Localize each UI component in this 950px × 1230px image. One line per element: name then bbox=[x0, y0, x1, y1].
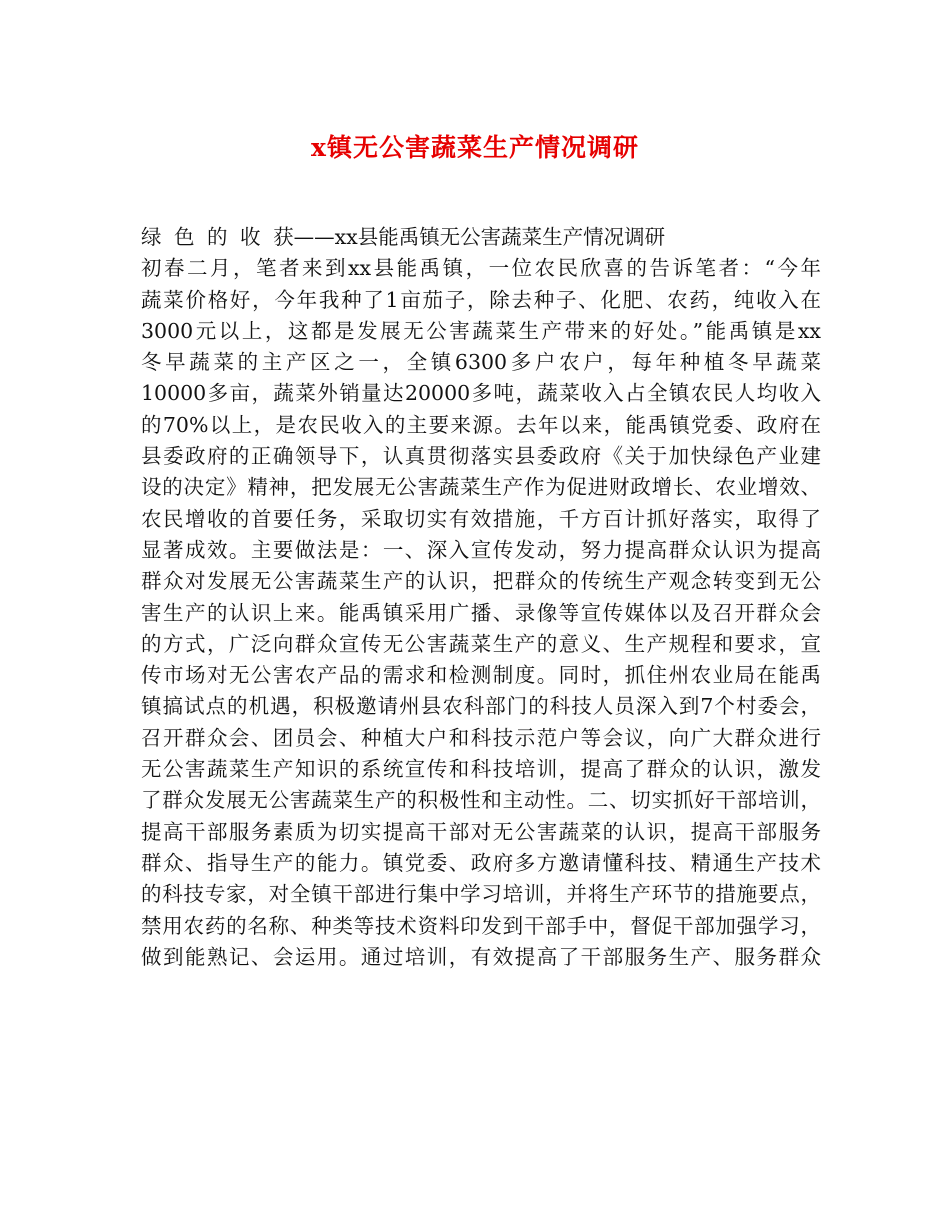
body-line: 蔬菜价格好，今年我种了1亩茄子，除去种子、化肥、农药，纯收入在 bbox=[141, 287, 821, 312]
subtitle-line: 绿 色 的 收 获——xx县能禹镇无公害蔬菜生产情况调研 bbox=[141, 225, 666, 249]
body-line: 害生产的认识上来。能禹镇采用广播、录像等宣传媒体以及召开群众会 bbox=[141, 600, 821, 625]
body-line: 无公害蔬菜生产知识的系统宣传和科技培训，提高了群众的认识，激发 bbox=[141, 757, 821, 782]
body-line: 群众、指导生产的能力。镇党委、政府多方邀请懂科技、精通生产技术 bbox=[141, 850, 821, 875]
body-line: 的方式，广泛向群众宣传无公害蔬菜生产的意义、生产规程和要求，宣 bbox=[141, 631, 821, 656]
body-line: 显著成效。主要做法是：一、深入宣传发动，努力提高群众认识为提高 bbox=[141, 537, 821, 562]
body-line: 的70%以上，是农民收入的主要来源。去年以来，能禹镇党委、政府在 bbox=[141, 412, 821, 437]
body-line: 初春二月，笔者来到xx县能禹镇，一位农民欣喜的告诉笔者：“今年 bbox=[141, 256, 821, 281]
body-line: 10000多亩，蔬菜外销量达20000多吨，蔬菜收入占全镇农民人均收入 bbox=[141, 381, 821, 406]
body-line: 群众对发展无公害蔬菜生产的认识，把群众的传统生产观念转变到无公 bbox=[141, 569, 821, 594]
body-line: 禁用农药的名称、种类等技术资料印发到干部手中，督促干部加强学习， bbox=[141, 913, 821, 938]
body-line: 传市场对无公害农产品的需求和检测制度。同时，抓住州农业局在能禹 bbox=[141, 663, 821, 688]
body-line: 3000元以上，这都是发展无公害蔬菜生产带来的好处。”能禹镇是xx bbox=[141, 318, 821, 343]
body-line: 镇搞试点的机遇，积极邀请州县农科部门的科技人员深入到7个村委会， bbox=[141, 694, 821, 719]
body-line: 设的决定》精神，把发展无公害蔬菜生产作为促进财政增长、农业增效、 bbox=[141, 475, 821, 500]
body-line: 农民增收的首要任务，采取切实有效措施，千方百计抓好落实，取得了 bbox=[141, 506, 821, 531]
body-line: 做到能熟记、会运用。通过培训，有效提高了干部服务生产、服务群众 bbox=[141, 944, 821, 969]
body-line: 冬早蔬菜的主产区之一，全镇6300多户农户，每年种植冬早蔬菜 bbox=[141, 350, 821, 375]
body-line: 提高干部服务素质为切实提高干部对无公害蔬菜的认识，提高干部服务 bbox=[141, 819, 821, 844]
body-line: 的科技专家，对全镇干部进行集中学习培训，并将生产环节的措施要点， bbox=[141, 882, 821, 907]
document-body bbox=[141, 222, 821, 973]
body-line: 召开群众会、团员会、种植大户和科技示范户等会议，向广大群众进行 bbox=[141, 725, 821, 750]
body-line: 县委政府的正确领导下，认真贯彻落实县委政府《关于加快绿色产业建 bbox=[141, 444, 821, 469]
body-line: 了群众发展无公害蔬菜生产的积极性和主动性。二、切实抓好干部培训， bbox=[141, 788, 821, 813]
document-title: x镇无公害蔬菜生产情况调研 bbox=[311, 133, 639, 162]
